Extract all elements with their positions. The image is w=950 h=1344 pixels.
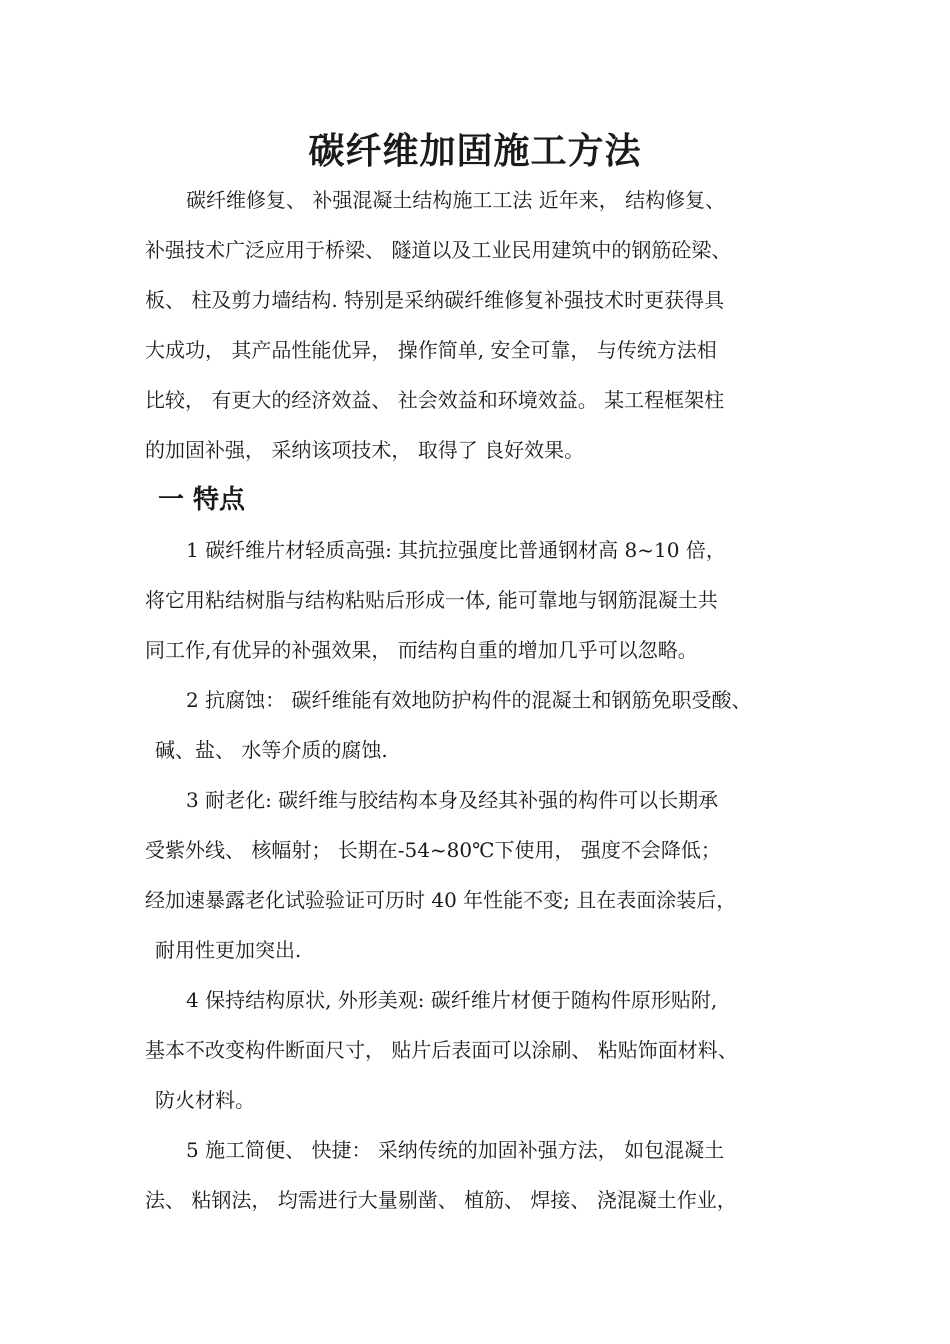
- intro-line: 碳纤维修复、 补强混凝土结构施工工法 近年来， 结构修复、: [186, 188, 726, 212]
- intro-line: 的加固补强， 采纳该项技术， 取得了 良好效果。: [145, 438, 585, 462]
- item-4-line: 4 保持结构原状, 外形美观: 碳纤维片材便于随构件原形贴附,: [186, 988, 718, 1012]
- item-2-line: 碱、盐、 水等介质的腐蚀.: [155, 738, 388, 762]
- intro-line: 比较， 有更大的经济效益、 社会效益和环境效益。 某工程框架柱: [145, 388, 725, 412]
- document-title: 碳纤维加固施工方法: [308, 131, 642, 172]
- item-3-line: 3 耐老化: 碳纤维与胶结构本身及经其补强的构件可以长期承: [186, 788, 719, 812]
- item-4-line: 基本不改变构件断面尺寸， 贴片后表面可以涂刷、 粘贴饰面材料、: [145, 1038, 738, 1062]
- intro-line: 板、 柱及剪力墙结构. 特别是采纳碳纤维修复补强技术时更获得具: [145, 288, 725, 312]
- intro-line: 大成功， 其产品性能优异， 操作简单, 安全可靠， 与传统方法相: [145, 338, 717, 362]
- item-1-line: 将它用粘结树脂与结构粘贴后形成一体, 能可靠地与钢筋混凝土共: [145, 588, 718, 612]
- item-5-line: 法、 粘钢法， 均需进行大量剔凿、 植筋、 焊接、 浇混凝土作业，: [145, 1188, 737, 1212]
- section-heading: 一 特点: [158, 485, 246, 515]
- item-1-line: 同工作,有优异的补强效果， 而结构自重的增加几乎可以忽略。: [145, 638, 698, 662]
- item-2-line: 2 抗腐蚀： 碳纤维能有效地防护构件的混凝土和钢筋免职受酸、: [186, 688, 752, 712]
- item-4-line: 防火材料。: [155, 1088, 255, 1112]
- item-1-line: 1 碳纤维片材轻质高强: 其抗拉强度比普通钢材高 8~10 倍，: [186, 538, 726, 562]
- item-5-line: 5 施工简便、 快捷： 采纳传统的加固补强方法， 如包混凝土: [186, 1138, 725, 1162]
- item-3-line: 经加速暴露老化试验验证可历时 40 年性能不变; 且在表面涂装后，: [145, 888, 737, 912]
- item-3-line: 受紫外线、 核幅射； 长期在-54~80℃下使用， 强度不会降低；: [145, 838, 721, 862]
- item-3-line: 耐用性更加突出.: [155, 938, 302, 962]
- intro-line: 补强技术广泛应用于桥梁、 隧道以及工业民用建筑中的钢筋砼梁、: [145, 238, 732, 262]
